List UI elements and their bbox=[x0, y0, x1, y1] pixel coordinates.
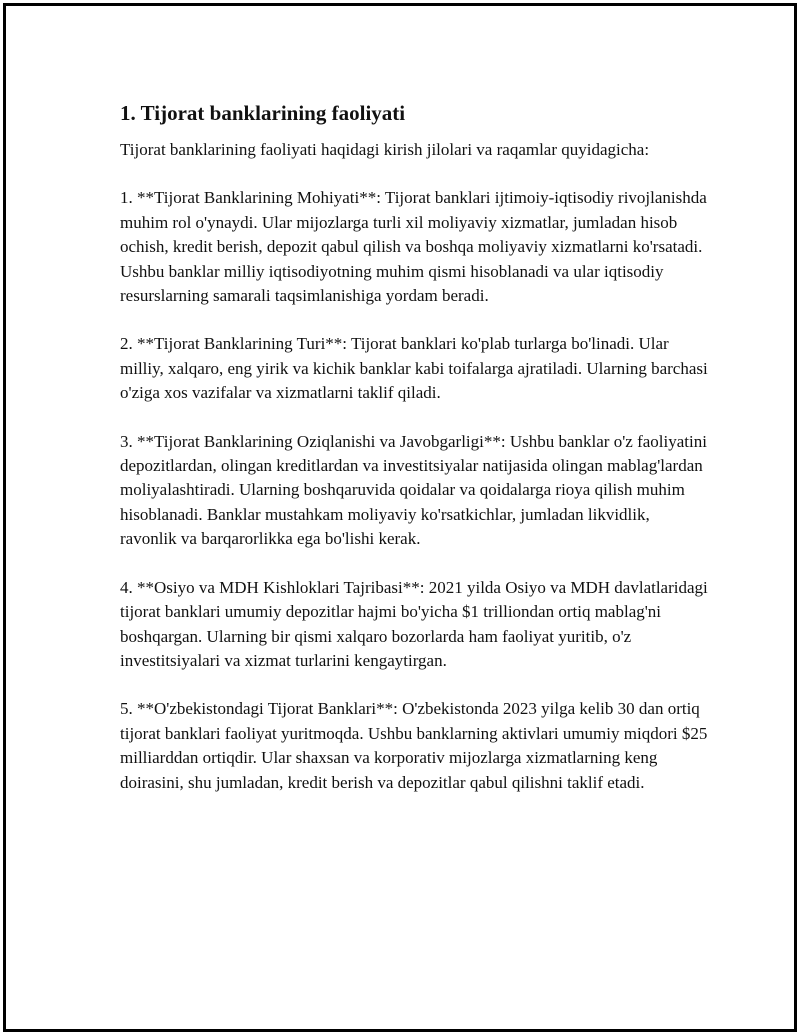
paragraph-3: 3. **Tijorat Banklarining Oziqlanishi va Javobgarligi**: Ushbu banklar o'z faoliyatini depozitlardan, olingan kreditlardan va investitsiyalar natijasida olingan mablag'lardan moliyalashtiradi. Ularning boshqaruvida qoidalar va qoidalarga rioya qilish muhim hisoblanadi. Banklar mustahkam moliyaviy ko'rsatkichlar, jumladan likvidlik, ravonlik va barqarorlikka ega bo'lishi kerak. bbox=[120, 431, 707, 549]
paragraph-4: 4. **Osiyo va MDH Kishloklari Tajribasi**: 2021 yilda Osiyo va MDH davlatlaridagi tijorat banklari umumiy depozitlar hajmi bo'yicha $1 trilliondan ortiq mablag'ni boshqargan. Ularning bir qismi xalqaro bozorlarda ham faoliyat yuritib, o'z investitsiyalari va xizmat turlarini kengaytirgan. bbox=[120, 577, 708, 670]
page-frame bbox=[3, 3, 797, 1032]
paragraph-1: 1. **Tijorat Banklarining Mohiyati**: Tijorat banklari ijtimoiy-iqtisodiy rivojlanishda muhim rol o'ynaydi. Ular mijozlarga turli xil moliyaviy xizmatlar, jumladan hisob ochish, kredit berish, depozit qabul qilish va boshqa moliyaviy xizmatlarni ko'rsatadi. Ushbu banklar milliy iqtisodiyotning muhim qismi hisoblanadi va ular iqtisodiy resurslarning samarali taqsimlanishiga yordam beradi. bbox=[120, 188, 707, 306]
paragraph-2: 2. **Tijorat Banklarining Turi**: Tijorat banklari ko'plab turlarga bo'linadi. Ular milliy, xalqaro, eng yirik va kichik banklar kabi toifalarga ajratiladi. Ularning barchasi o'ziga xos vazifalar va xizmatlarni taklif qiladi. bbox=[120, 334, 708, 403]
document-title: 1. Tijorat banklarining faoliyati bbox=[120, 101, 406, 125]
intro-paragraph: Tijorat banklarining faoliyati haqidagi kirish jilolari va raqamlar quyidagicha: bbox=[120, 140, 650, 159]
paragraph-5: 5. **O'zbekistondagi Tijorat Banklari**: O'zbekistonda 2023 yilga kelib 30 dan ortiq tijorat banklari faoliyat yuritmoqda. Ushbu banklarning aktivlari umumiy miqdori $25 milliarddan ortiqdir. Ular shaxsan va korporativ mijozlarga xizmatlarning keng doirasini, shu jumladan, kredit berish va depozitlar qabul qilishni taklif etadi. bbox=[120, 699, 708, 792]
document-body bbox=[120, 100, 710, 819]
